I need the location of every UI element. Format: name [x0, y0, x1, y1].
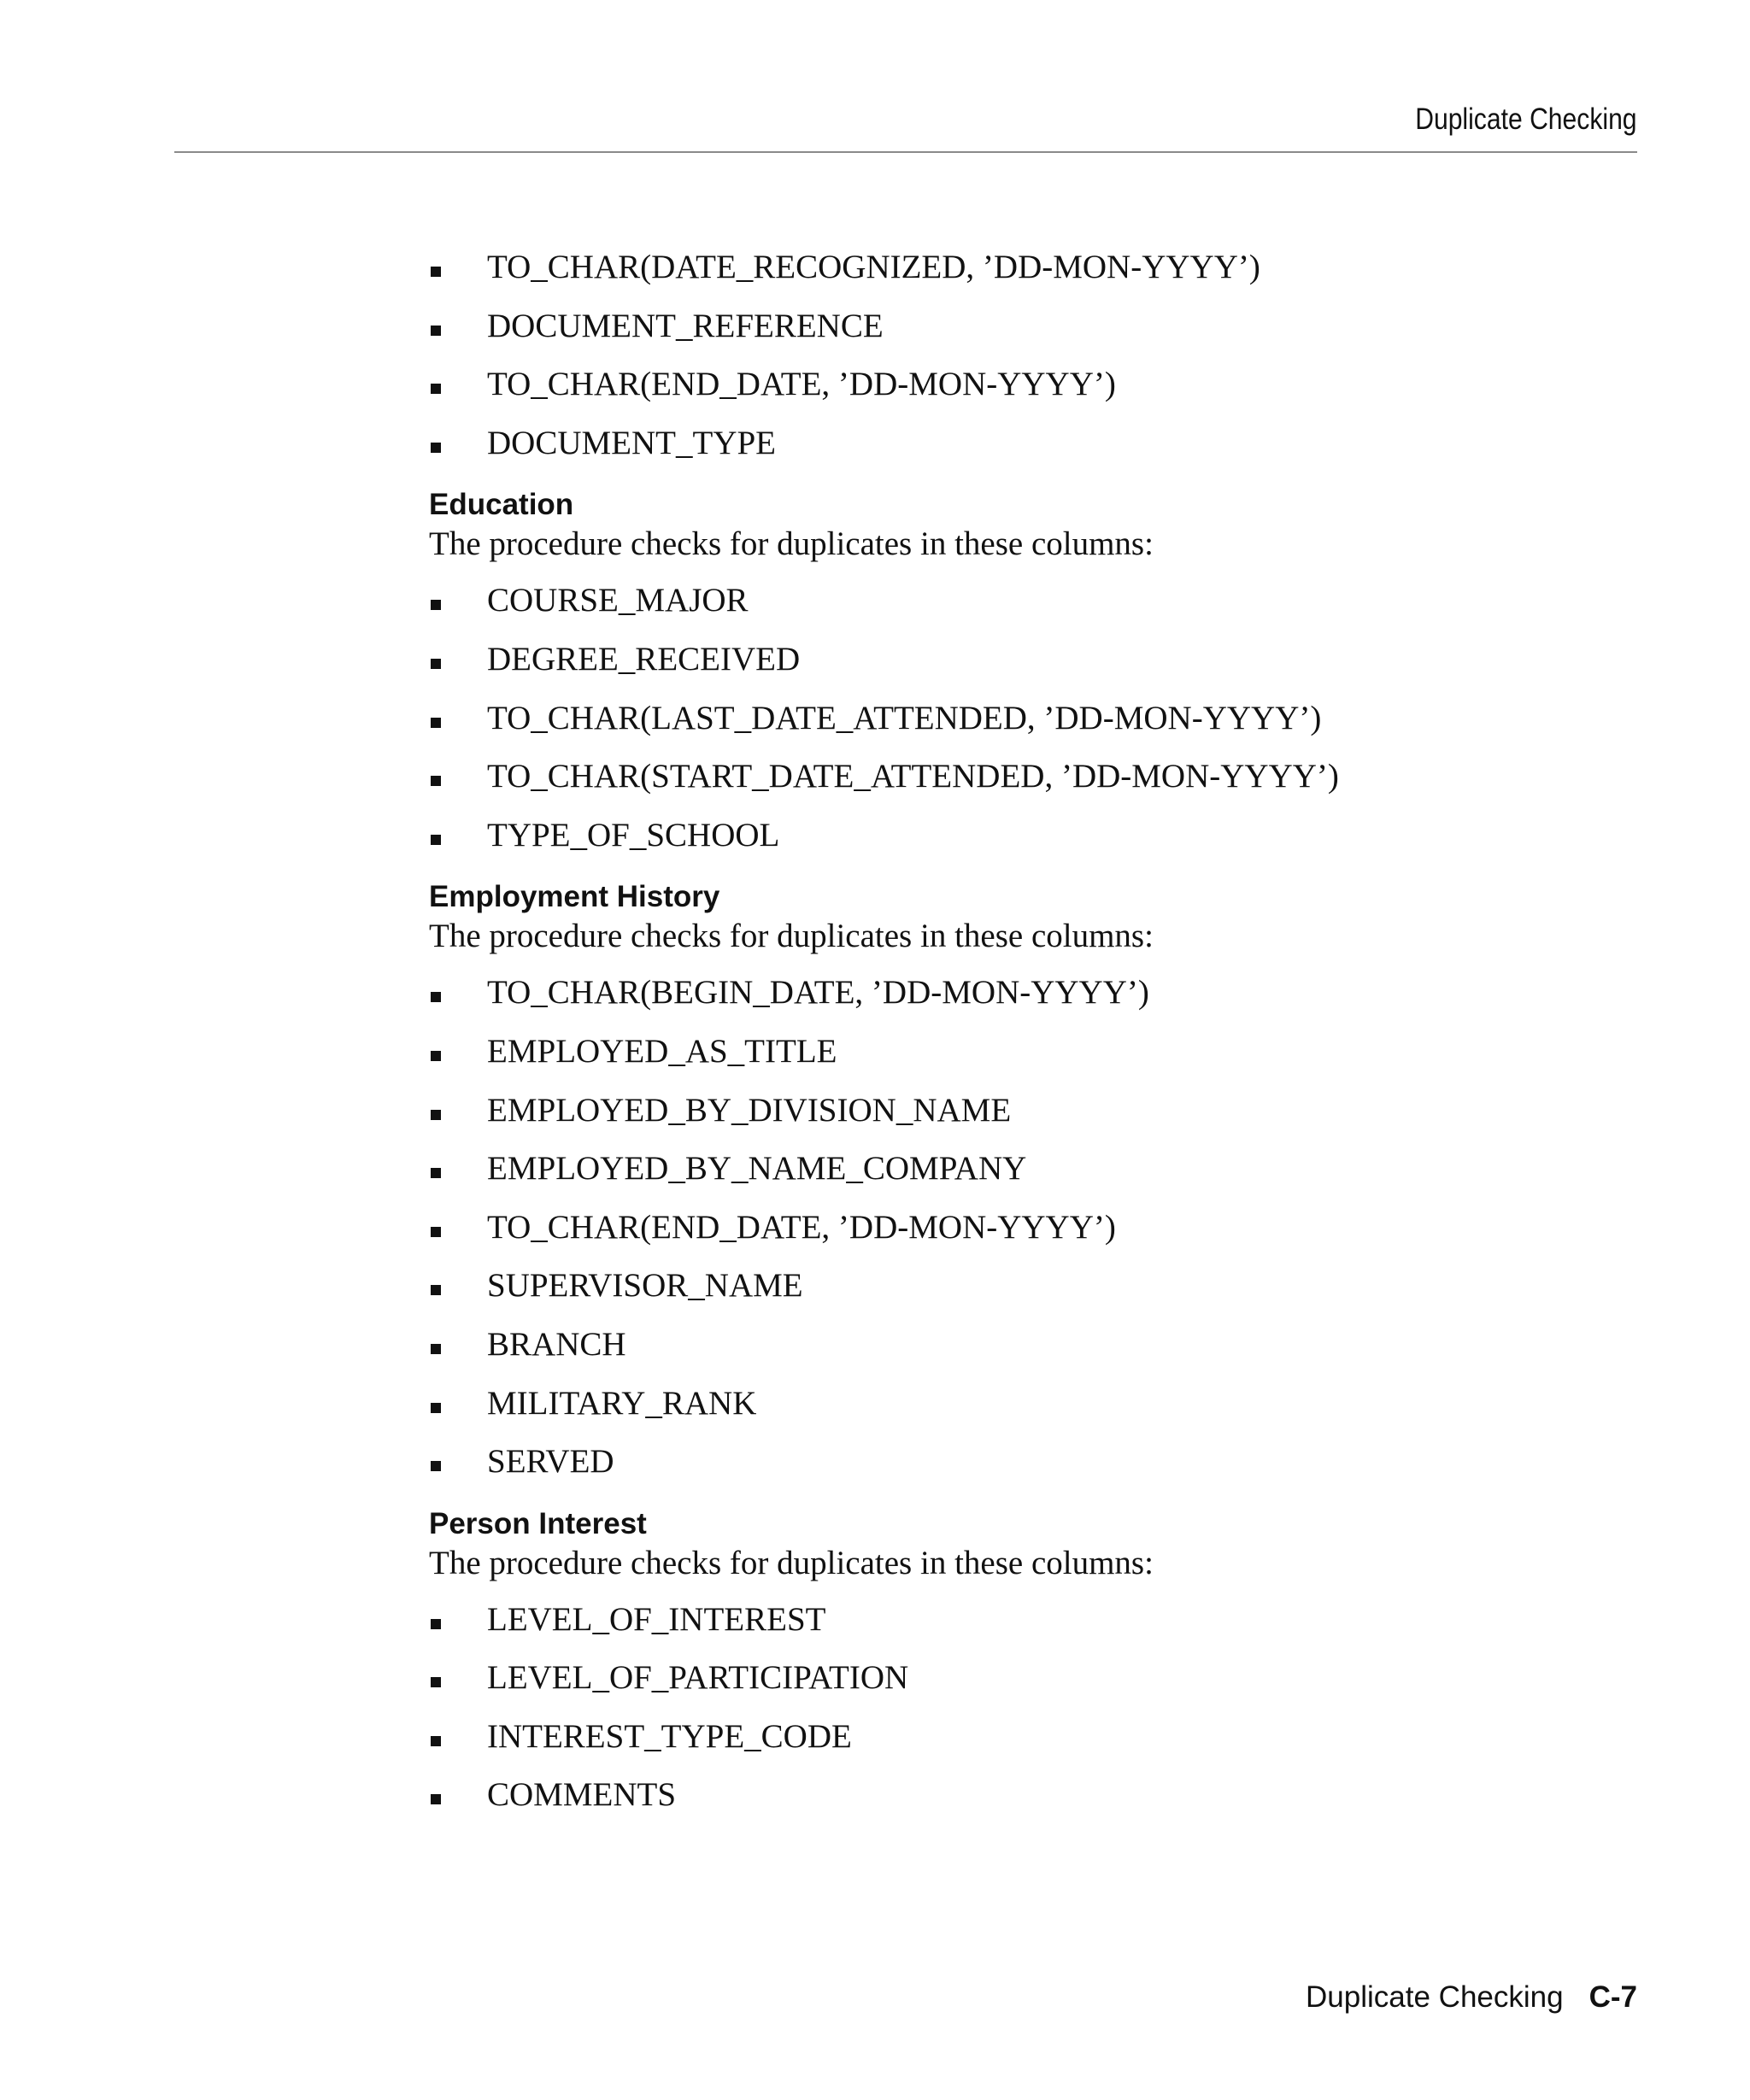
square-bullet-icon	[431, 1677, 441, 1687]
square-bullet-icon	[431, 1461, 441, 1471]
column-name: TYPE_OF_SCHOOL	[487, 816, 780, 853]
running-header: Duplicate Checking	[1415, 103, 1637, 136]
column-name: EMPLOYED_BY_NAME_COMPANY	[487, 1150, 1027, 1188]
column-name: EMPLOYED_BY_DIVISION_NAME	[487, 1091, 1012, 1129]
square-bullet-icon	[431, 1619, 441, 1629]
section-heading: Employment History	[429, 880, 720, 914]
list-item	[429, 301, 1540, 360]
list-item	[429, 1202, 1540, 1261]
section-employment-history	[429, 878, 1540, 1494]
square-bullet-icon	[431, 1285, 441, 1295]
section-person-interest	[429, 1505, 1540, 1828]
section-education	[429, 486, 1540, 868]
column-name: TO_CHAR(BEGIN_DATE, ’DD-MON-YYYY’)	[487, 974, 1149, 1012]
square-bullet-icon	[431, 992, 441, 1002]
list-item	[429, 418, 1540, 477]
column-list	[429, 1594, 1540, 1828]
column-name: LEVEL_OF_INTEREST	[487, 1600, 826, 1638]
list-item	[429, 634, 1540, 693]
column-name: TO_CHAR(DATE_RECOGNIZED, ’DD-MON-YYYY’)	[487, 249, 1260, 285]
list-item	[429, 575, 1540, 634]
square-bullet-icon	[431, 718, 441, 728]
square-bullet-icon	[431, 267, 441, 277]
square-bullet-icon	[431, 1403, 441, 1413]
list-item	[429, 1652, 1540, 1711]
column-name: BRANCH	[487, 1325, 626, 1363]
square-bullet-icon	[431, 1110, 441, 1120]
list-item	[429, 1769, 1540, 1828]
list-item	[429, 1085, 1540, 1144]
list-item	[429, 1594, 1540, 1653]
square-bullet-icon	[431, 1344, 441, 1354]
column-name: SUPERVISOR_NAME	[487, 1267, 803, 1305]
list-item	[429, 1260, 1540, 1319]
section-intro: The procedure checks for duplicates in these columns:	[429, 1544, 1154, 1581]
section-intro: The procedure checks for duplicates in these columns:	[429, 918, 1154, 955]
square-bullet-icon	[431, 384, 441, 394]
square-bullet-icon	[431, 835, 441, 845]
square-bullet-icon	[431, 1736, 441, 1746]
column-name: TO_CHAR(LAST_DATE_ATTENDED, ’DD-MON-YYYY’)	[487, 699, 1322, 736]
header-divider	[174, 151, 1637, 153]
list-item	[429, 751, 1540, 810]
section-intro: The procedure checks for duplicates in these columns:	[429, 525, 1154, 563]
list-item	[429, 1143, 1540, 1202]
top-column-list	[429, 242, 1540, 476]
column-name: TO_CHAR(START_DATE_ATTENDED, ’DD-MON-YYYY’)	[487, 758, 1339, 795]
footer-title: Duplicate Checking	[1306, 1980, 1564, 2014]
page-number: C-7	[1589, 1980, 1637, 2014]
column-name: LEVEL_OF_PARTICIPATION	[487, 1659, 909, 1697]
list-item	[429, 967, 1540, 1026]
list-item	[429, 1378, 1540, 1437]
square-bullet-icon	[431, 1168, 441, 1178]
page-content	[429, 242, 1540, 1828]
column-list	[429, 575, 1540, 868]
list-item	[429, 693, 1540, 752]
list-item	[429, 1319, 1540, 1378]
column-list	[429, 967, 1540, 1494]
square-bullet-icon	[431, 1051, 441, 1061]
column-name: TO_CHAR(END_DATE, ’DD-MON-YYYY’)	[487, 366, 1116, 403]
square-bullet-icon	[431, 443, 441, 453]
square-bullet-icon	[431, 1794, 441, 1804]
list-item	[429, 1026, 1540, 1085]
list-item	[429, 810, 1540, 869]
column-name: COMMENTS	[487, 1776, 677, 1814]
list-item	[429, 359, 1540, 418]
square-bullet-icon	[431, 326, 441, 336]
list-item	[429, 242, 1540, 301]
column-name: DOCUMENT_TYPE	[487, 424, 776, 461]
section-heading: Person Interest	[429, 1506, 647, 1540]
column-name: MILITARY_RANK	[487, 1384, 757, 1422]
square-bullet-icon	[431, 659, 441, 669]
square-bullet-icon	[431, 600, 441, 610]
column-name: SERVED	[487, 1443, 614, 1481]
section-heading: Education	[429, 488, 574, 522]
column-name: DOCUMENT_REFERENCE	[487, 307, 884, 344]
square-bullet-icon	[431, 776, 441, 786]
column-name: COURSE_MAJOR	[487, 582, 749, 619]
column-name: DEGREE_RECEIVED	[487, 640, 801, 678]
square-bullet-icon	[431, 1227, 441, 1237]
column-name: TO_CHAR(END_DATE, ’DD-MON-YYYY’)	[487, 1208, 1116, 1246]
list-item	[429, 1436, 1540, 1495]
list-item	[429, 1711, 1540, 1770]
column-name: EMPLOYED_AS_TITLE	[487, 1032, 837, 1070]
page-footer	[1306, 1980, 1637, 2015]
column-name: INTEREST_TYPE_CODE	[487, 1717, 852, 1755]
